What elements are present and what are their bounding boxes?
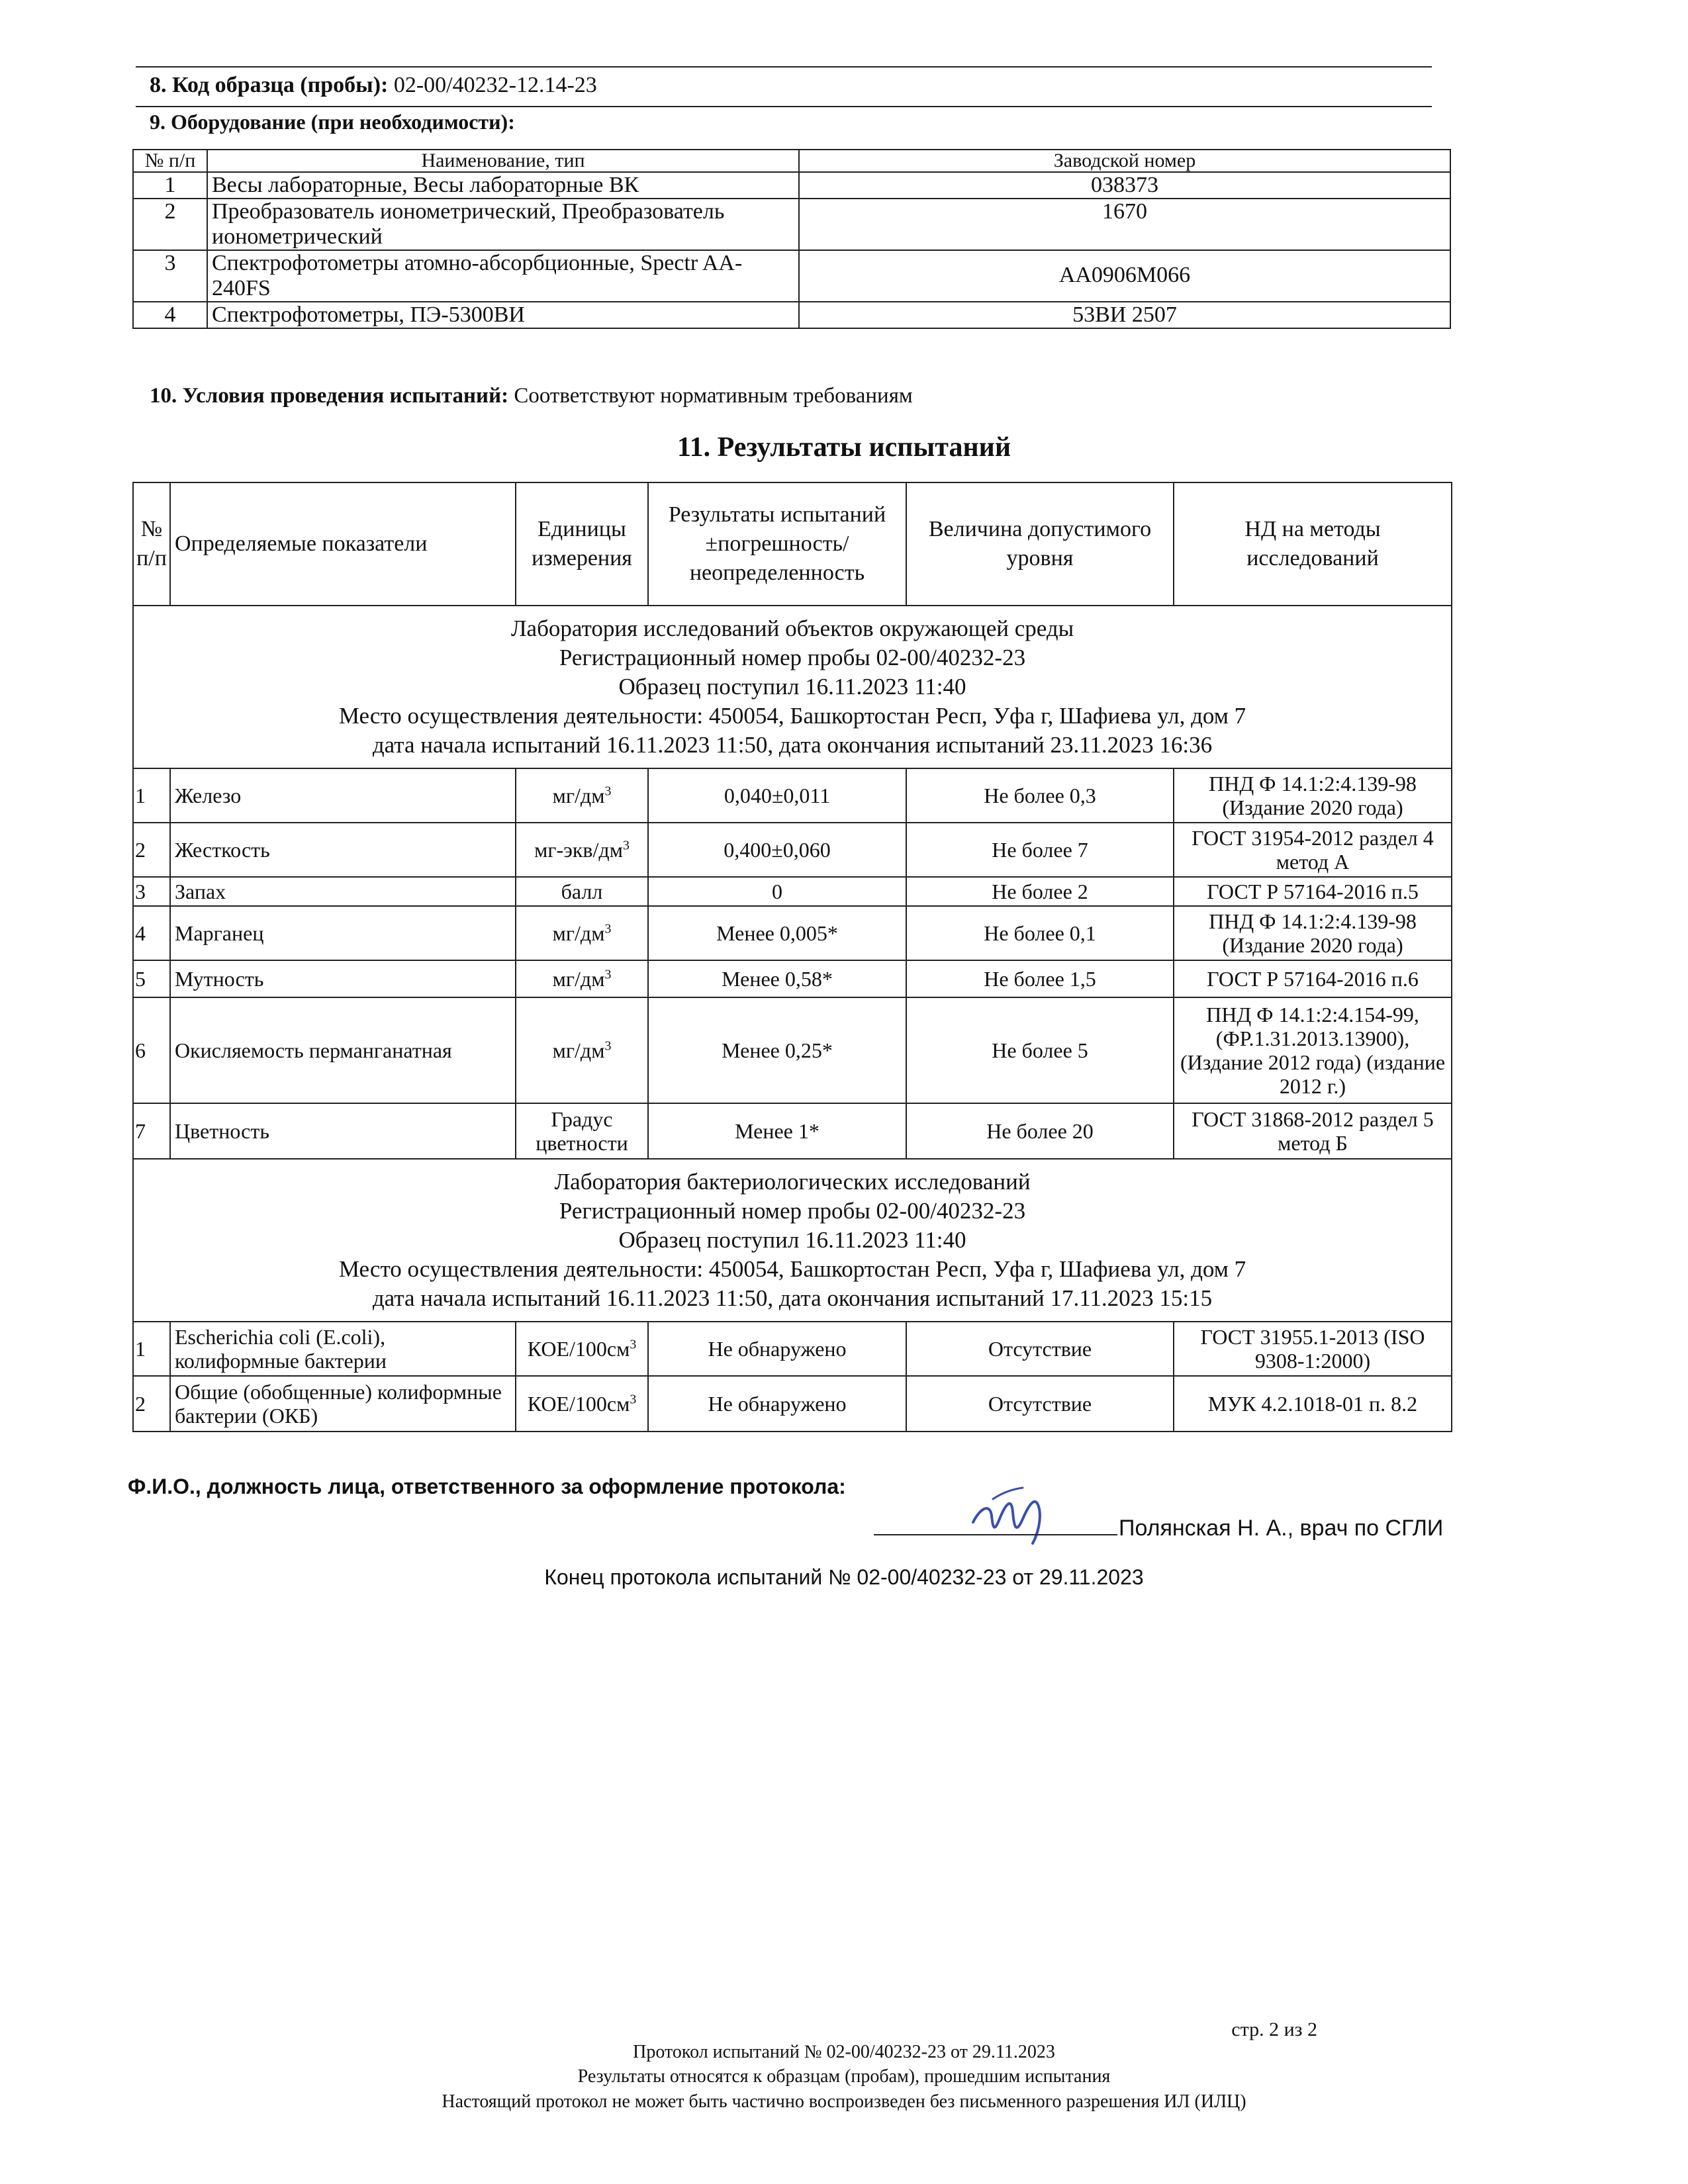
equipment-num: 1 (133, 172, 207, 199)
result-row (133, 768, 1452, 823)
result-row (133, 1103, 1452, 1159)
section-lab: Лаборатория бактериологических исследований (554, 1169, 1031, 1195)
results-header-indicator: Определяемые показатели (170, 482, 516, 606)
unit-sup: 3 (604, 967, 612, 982)
unit-text: мг/дм (552, 921, 605, 945)
top-rule (136, 66, 1432, 68)
equipment-name: Весы лабораторные, Весы лабораторные ВК (207, 172, 799, 199)
result-indicator: Escherichia coli (E.coli), колиформные бактерии (170, 1322, 516, 1376)
result-unit (516, 1103, 648, 1159)
signature-label: Ф.И.О., должность лица, ответственного за оформление протокола: (128, 1475, 846, 1498)
equipment-row (133, 302, 1450, 328)
result-value: Менее 0,005* (648, 906, 906, 960)
unit-sup: 3 (604, 784, 612, 799)
result-method: ПНД Ф 14.1:2:4.154-99, (ФР.1.31.2013.13900), (Издание 2012 года) (издание 2012 г.) (1174, 997, 1452, 1103)
result-unit (516, 906, 648, 960)
section-info (133, 606, 1452, 768)
result-method: ПНД Ф 14.1:2:4.139-98 (Издание 2020 года) (1174, 906, 1452, 960)
result-unit (516, 877, 648, 906)
result-unit (516, 768, 648, 823)
result-num: 5 (133, 960, 170, 997)
equipment-row (133, 199, 1450, 250)
equipment-num: 3 (133, 250, 207, 302)
result-num: 3 (133, 877, 170, 906)
equipment-header-row (133, 150, 1450, 172)
result-num: 4 (133, 906, 170, 960)
equipment-serial: 1670 (799, 199, 1450, 250)
result-limit: Отсутствие (906, 1376, 1174, 1432)
footer-line-2: Результаты относятся к образцам (пробам), прошедшим испытания (577, 2066, 1111, 2087)
result-limit: Не более 0,3 (906, 768, 1174, 823)
results-header-limit: Величина допустимого уровня (906, 482, 1174, 606)
unit-text: мг/дм (552, 967, 605, 991)
section-info (133, 1159, 1452, 1322)
results-header-row (133, 482, 1452, 606)
result-limit: Не более 2 (906, 877, 1174, 906)
section-lab: Лаборатория исследований объектов окружающей среды (510, 615, 1074, 641)
result-indicator: Железо (170, 768, 516, 823)
result-value: 0,040±0,011 (648, 768, 906, 823)
unit-text: КОЕ/100см (527, 1392, 630, 1416)
result-method: ГОСТ 31954-2012 раздел 4 метод А (1174, 823, 1452, 877)
results-header-result: Результаты испытаний ±погрешность/ неопределенность (648, 482, 906, 606)
section-dates: дата начала испытаний 16.11.2023 11:50, дата окончания испытаний 23.11.2023 16:36 (372, 732, 1213, 758)
equipment-header-name: Наименование, тип (207, 150, 799, 172)
equipment-serial: 038373 (799, 172, 1450, 199)
result-unit (516, 997, 648, 1103)
result-unit (516, 1376, 648, 1432)
result-limit: Не более 0,1 (906, 906, 1174, 960)
result-num: 7 (133, 1103, 170, 1159)
result-row (133, 960, 1452, 997)
result-num: 6 (133, 997, 170, 1103)
result-value: Менее 1* (648, 1103, 906, 1159)
result-limit: Не более 5 (906, 997, 1174, 1103)
result-limit: Отсутствие (906, 1322, 1174, 1376)
result-value: Не обнаружено (648, 1322, 906, 1376)
equipment-header-num: № п/п (133, 150, 207, 172)
result-value: 0 (648, 877, 906, 906)
equipment-header-serial: Заводской номер (799, 150, 1450, 172)
equipment-row (133, 250, 1450, 302)
sample-code-value: 02-00/40232-12.14-23 (393, 73, 597, 97)
result-indicator: Общие (обобщенные) колиформные бактерии (ОКБ) (170, 1376, 516, 1432)
result-limit: Не более 20 (906, 1103, 1174, 1159)
results-title: 11. Результаты испытаний (677, 432, 1011, 463)
result-row (133, 877, 1452, 906)
result-method: ПНД Ф 14.1:2:4.139-98 (Издание 2020 года) (1174, 768, 1452, 823)
result-indicator: Мутность (170, 960, 516, 997)
equipment-name: Преобразователь ионометрический, Преобразователь ионометрический (207, 199, 799, 250)
result-limit: Не более 7 (906, 823, 1174, 877)
unit-sup: 3 (630, 1392, 637, 1407)
handwritten-signature (953, 1482, 1072, 1549)
result-row (133, 906, 1452, 960)
unit-text: мг-экв/дм (534, 838, 623, 862)
result-num: 1 (133, 1322, 170, 1376)
signature-line (874, 1534, 1117, 1535)
section-reg: Регистрационный номер пробы 02-00/40232-23 (559, 645, 1026, 670)
sample-code-field (150, 73, 597, 98)
conditions-field (150, 384, 913, 408)
result-row (133, 1322, 1452, 1376)
signatory-name: Полянская Н. А., врач по СГЛИ (1119, 1516, 1444, 1541)
result-method: ГОСТ 31955.1-2013 (ISO 9308-1:2000) (1174, 1322, 1452, 1376)
section-place: Место осуществления деятельности: 450054, Башкортостан Респ, Уфа г, Шафиева ул, дом 7 (338, 703, 1246, 729)
equipment-serial: AA0906M066 (799, 250, 1450, 302)
equipment-row (133, 172, 1450, 199)
conditions-label: 10. Условия проведения испытаний: (150, 384, 509, 408)
unit-sup: 3 (630, 1337, 637, 1352)
section-received: Образец поступил 16.11.2023 11:40 (618, 674, 966, 700)
equipment-label (150, 110, 515, 134)
result-row (133, 997, 1452, 1103)
result-method: МУК 4.2.1018-01 п. 8.2 (1174, 1376, 1452, 1432)
result-value: Не обнаружено (648, 1376, 906, 1432)
equipment-name: Спектрофотометры атомно-абсорбционные, Spectr AA-240FS (207, 250, 799, 302)
section-header (133, 1159, 1452, 1322)
unit-text: Градус цветности (536, 1107, 628, 1155)
equipment-num: 2 (133, 199, 207, 250)
unit-text: КОЕ/100см (527, 1337, 630, 1361)
result-row (133, 823, 1452, 877)
end-of-protocol-note: Конец протокола испытаний № 02-00/40232-23 от 29.11.2023 (544, 1565, 1144, 1589)
equipment-serial: 53ВИ 2507 (799, 302, 1450, 328)
unit-sup: 3 (622, 838, 630, 853)
result-num: 2 (133, 823, 170, 877)
result-limit: Не более 1,5 (906, 960, 1174, 997)
result-value: Менее 0,58* (648, 960, 906, 997)
result-method: ГОСТ Р 57164-2016 п.6 (1174, 960, 1452, 997)
result-indicator: Марганец (170, 906, 516, 960)
sample-code-label: 8. Код образца (пробы): (150, 73, 389, 97)
result-indicator: Жесткость (170, 823, 516, 877)
footer-line-1: Протокол испытаний № 02-00/40232-23 от 29.11.2023 (633, 2042, 1055, 2062)
results-table (132, 482, 1452, 1432)
result-indicator: Цветность (170, 1103, 516, 1159)
conditions-value: Соответствуют нормативным требованиям (514, 384, 913, 408)
results-header-units: Единицы измерения (516, 482, 648, 606)
section-reg: Регистрационный номер пробы 02-00/40232-23 (559, 1198, 1026, 1224)
equipment-name: Спектрофотометры, ПЭ-5300ВИ (207, 302, 799, 328)
results-header-method: НД на методы исследований (1174, 482, 1452, 606)
result-method: ГОСТ Р 57164-2016 п.5 (1174, 877, 1452, 906)
result-row (133, 1376, 1452, 1432)
unit-text: балл (561, 880, 603, 903)
equipment-table (132, 149, 1451, 329)
result-indicator: Запах (170, 877, 516, 906)
page-number: стр. 2 из 2 (1231, 2019, 1317, 2040)
result-unit (516, 960, 648, 997)
result-value: 0,400±0,060 (648, 823, 906, 877)
result-num: 2 (133, 1376, 170, 1432)
unit-text: мг/дм (552, 1038, 605, 1062)
result-unit (516, 1322, 648, 1376)
results-header-num: № п/п (133, 482, 170, 606)
result-method: ГОСТ 31868-2012 раздел 5 метод Б (1174, 1103, 1452, 1159)
result-unit (516, 823, 648, 877)
equipment-num: 4 (133, 302, 207, 328)
equipment-label-text: 9. Оборудование (при необходимости): (150, 110, 515, 134)
section-place: Место осуществления деятельности: 450054, Башкортостан Респ, Уфа г, Шафиева ул, дом 7 (338, 1256, 1246, 1282)
sample-code-rule (136, 106, 1432, 107)
section-received: Образец поступил 16.11.2023 11:40 (618, 1227, 966, 1253)
unit-text: мг/дм (552, 784, 605, 807)
unit-sup: 3 (604, 1038, 612, 1054)
result-num: 1 (133, 768, 170, 823)
unit-sup: 3 (604, 921, 612, 936)
result-value: Менее 0,25* (648, 997, 906, 1103)
result-indicator: Окисляемость перманганатная (170, 997, 516, 1103)
section-header (133, 606, 1452, 768)
footer-line-3: Настоящий протокол не может быть частично воспроизведен без письменного разрешения ИЛ (ИЛЦ) (442, 2091, 1246, 2112)
section-dates: дата начала испытаний 16.11.2023 11:50, дата окончания испытаний 17.11.2023 15:15 (372, 1285, 1213, 1311)
